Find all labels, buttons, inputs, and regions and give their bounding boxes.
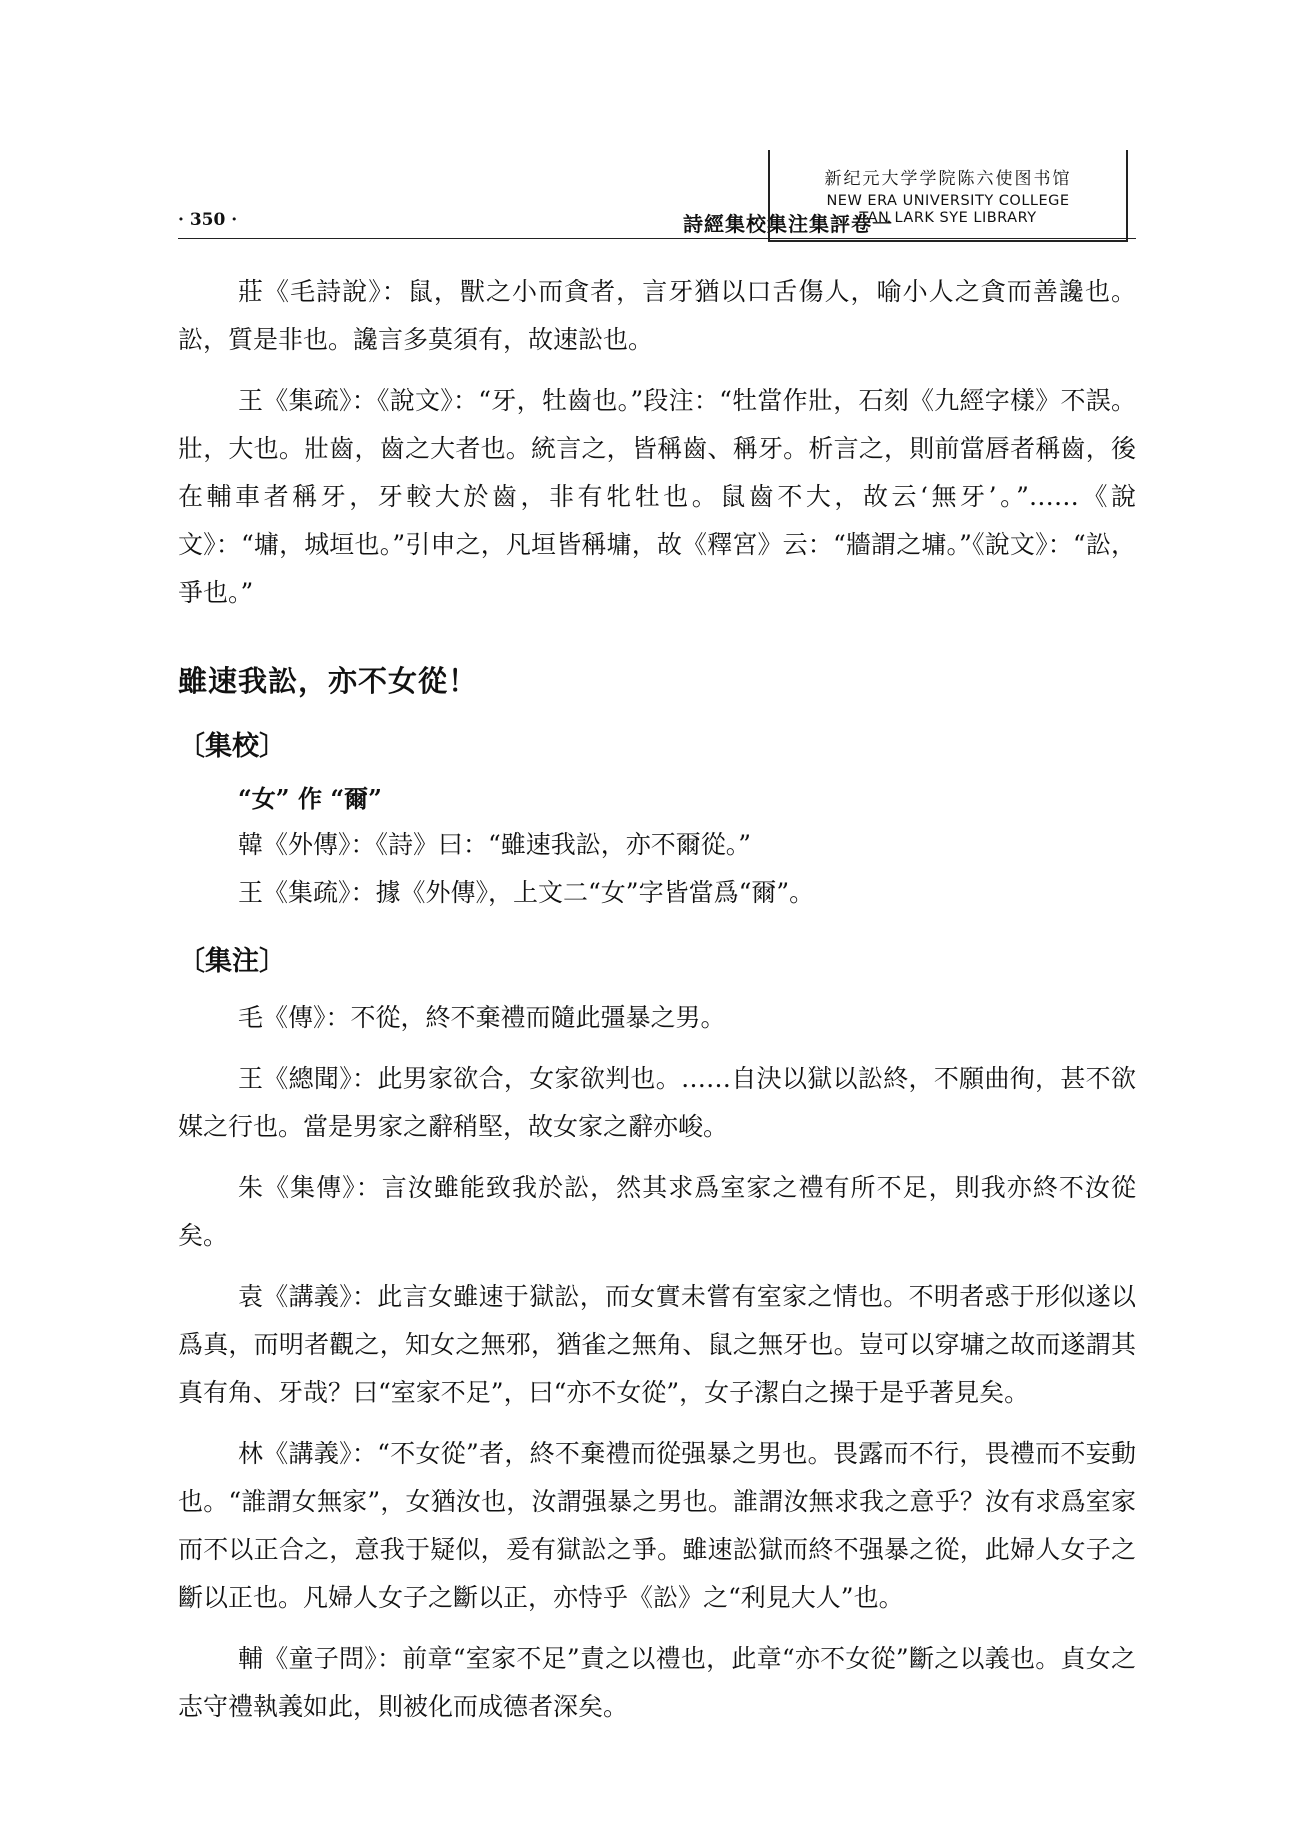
running-title: 詩經集校集注集評卷一	[683, 212, 893, 236]
annotation-paragraph: 林《講義》：“不女從”者，終不棄禮而從强暴之男也。畏露而不行，畏禮而不妄動也。“誰謂女無家”，女猶汝也，汝謂强暴之男也。誰謂汝無求我之意乎？汝有求爲室家而不以正合之，意我于疑似，爰有獄訟之爭。雖速訟獄而終不强暴之從，此婦人女子之斷以正也。凡婦人女子之斷以正，亦恃乎《訟》之“利見大人”也。	[178, 1439, 1136, 1612]
library-stamp	[768, 150, 1128, 242]
collation-label: 〔集校〕	[178, 731, 286, 762]
intro-paragraph: 莊《毛詩說》：鼠，獸之小而貪者，言牙猶以口舌傷人，喻小人之貪而善讒也。訟，質是非也。讒言多莫須有，故速訟也。	[178, 277, 1136, 354]
annotation-paragraph: 輔《童子問》：前章“室家不足”責之以禮也，此章“亦不女從”斷之以義也。貞女之志守禮執義如此，則被化而成德者深矣。	[178, 1644, 1136, 1721]
stamp-library-name: TAN LARK SYE LIBRARY	[859, 210, 1037, 226]
collation-line: 韓《外傳》：《詩》曰：“雖速我訟，亦不爾從。”	[238, 830, 752, 859]
annotations-label: 〔集注〕	[178, 946, 286, 977]
intro-paragraph: 王《集疏》：《說文》：“牙，牡齒也。”段注：“牡當作壯，石刻《九經字樣》不誤。壯，大也。壯齒，齒之大者也。統言之，皆稱齒、稱牙。析言之，則前當唇者稱齒，後在輔車者稱牙，牙較大於齒，非有牝牡也。鼠齒不大，故云‘無牙’。”……《說文》：“墉，城垣也。”引申之，凡垣皆稱墉，故《釋宮》云：“牆謂之墉。”《說文》：“訟，爭也。”	[178, 386, 1136, 607]
header-rule	[178, 238, 1136, 239]
annotation-paragraph: 袁《講義》：此言女雖速于獄訟，而女實未嘗有室家之情也。不明者惑于形似遂以爲真，而明者觀之，知女之無邪，猶雀之無角、鼠之無牙也。豈可以穿墉之故而遂謂其真有角、牙哉？曰“室家不足”，曰“亦不女從”，女子潔白之操于是乎著見矣。	[178, 1282, 1136, 1407]
page-body	[178, 268, 1136, 1744]
variant-title: “女” 作 “爾”	[238, 784, 382, 813]
stamp-chinese-name: 新纪元大学学院陈六使图书馆	[824, 169, 1072, 189]
annotation-paragraph: 朱《集傳》：言汝雖能致我於訟，然其求爲室家之禮有所不足，則我亦終不汝從矣。	[178, 1173, 1136, 1250]
stamp-border	[770, 240, 1126, 242]
verse-heading: 雖速我訟，亦不女從！	[178, 664, 479, 698]
page-header	[178, 150, 1136, 240]
annotation-paragraph: 王《總聞》：此男家欲合，女家欲判也。……自決以獄以訟終，不願曲徇，甚不欲媒之行也。當是男家之辭稍堅，故女家之辭亦峻。	[178, 1064, 1136, 1141]
page-number: · 350 ·	[178, 210, 238, 230]
collation-line: 王《集疏》：據《外傳》，上文二“女”字皆當爲“爾”。	[238, 878, 815, 907]
annotation-paragraph: 毛《傳》：不從，終不棄禮而隨此彊暴之男。	[238, 1003, 726, 1032]
stamp-english-name: NEW ERA UNIVERSITY COLLEGE	[826, 193, 1070, 209]
